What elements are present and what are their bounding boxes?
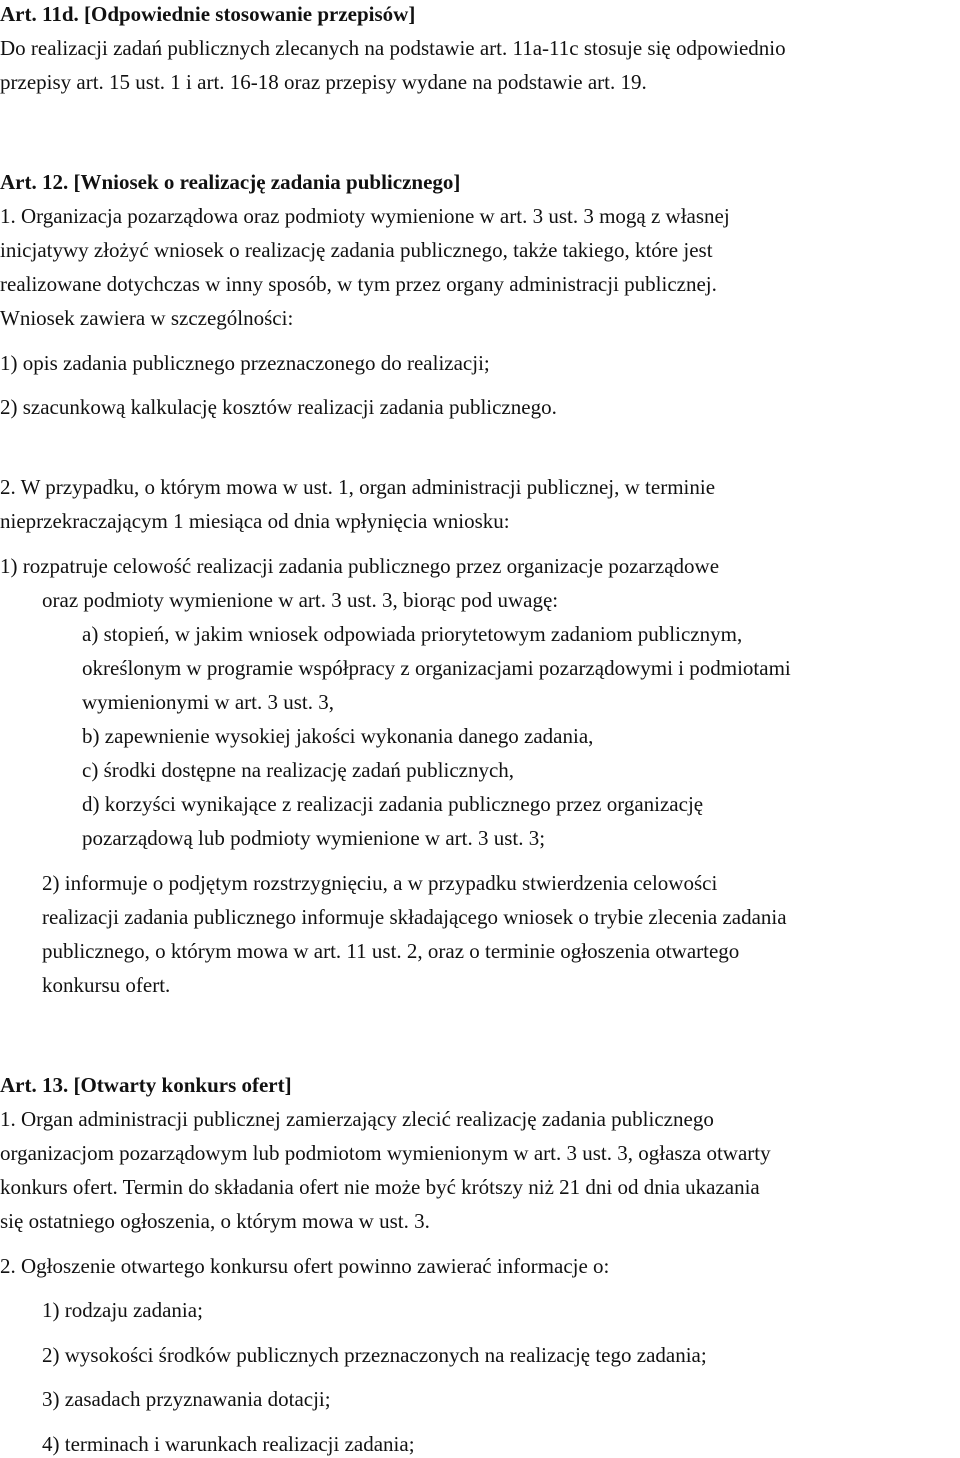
art-13-para1-line: organizacjom pozarządowym lub podmiotom wymienionym w art. 3 ust. 3, ogłasza otwarty [0, 1141, 771, 1165]
art-12-sub-d-line: pozarządową lub podmioty wymienione w art. 3 ust. 3; [82, 826, 546, 850]
art-12-para2-line: nieprzekraczającym 1 miesiąca od dnia wpłynięcia wniosku: [0, 509, 510, 533]
art-12-para1-line: inicjatywy złożyć wniosek o realizację zadania publicznego, także takiego, które jest [0, 238, 713, 262]
art-13-para1-line: konkurs ofert. Termin do składania ofert nie może być krótszy niż 21 dni od dnia ukazania [0, 1175, 760, 1199]
art-12-item1-line: oraz podmioty wymienione w art. 3 ust. 3, biorąc pod uwagę: [42, 588, 559, 612]
art-12-item2-line: konkursu ofert. [42, 973, 171, 997]
art-12-para1-item: 2) szacunkową kalkulację kosztów realizacji zadania publicznego. [0, 395, 557, 419]
art-12-item2-line: realizacji zadania publicznego informuje składającego wniosek o trybie zlecenia zadania [42, 905, 787, 929]
art-13-para2-item: 2) wysokości środków publicznych przeznaczonych na realizację tego zadania; [42, 1343, 707, 1367]
art-13-para2-item: 3) zasadach przyznawania dotacji; [42, 1387, 331, 1411]
art-12-sub-a-line: a) stopień, w jakim wniosek odpowiada priorytetowym zadaniom publicznym, [82, 622, 743, 646]
art-12-sub-a-line: wymienionymi w art. 3 ust. 3, [82, 690, 334, 714]
art-12-item1-line: 1) rozpatruje celowość realizacji zadania publicznego przez organizacje pozarządowe [0, 554, 720, 578]
art-12-para1-line: 1. Organizacja pozarządowa oraz podmioty wymienione w art. 3 ust. 3 mogą z własnej [0, 204, 730, 228]
art-12-item2-line: publicznego, o którym mowa w art. 11 ust. 2, oraz o terminie ogłoszenia otwartego [42, 939, 740, 963]
art-12-heading: Art. 12. [Wniosek o realizację zadania publicznego] [0, 170, 461, 194]
art-12-para2-line: 2. W przypadku, o którym mowa w ust. 1, organ administracji publicznej, w terminie [0, 475, 716, 499]
art-13-para2: 2. Ogłoszenie otwartego konkursu ofert powinno zawierać informacje o: [0, 1254, 610, 1278]
art-12-sub-a-line: określonym w programie współpracy z organizacjami pozarządowymi i podmiotami [82, 656, 791, 680]
art-13-para2-item: 1) rodzaju zadania; [42, 1298, 203, 1322]
art-12-item2-line: 2) informuje o podjętym rozstrzygnięciu, a w przypadku stwierdzenia celowości [42, 871, 718, 895]
art-12-para1-line: Wniosek zawiera w szczególności: [0, 306, 294, 330]
art-12-sub-b: b) zapewnienie wysokiej jakości wykonania danego zadania, [82, 724, 594, 748]
art-12-sub-d-line: d) korzyści wynikające z realizacji zadania publicznego przez organizację [82, 792, 704, 816]
art-11d-text-line: przepisy art. 15 ust. 1 i art. 16-18 oraz przepisy wydane na podstawie art. 19. [0, 70, 647, 94]
art-12-para1-item: 1) opis zadania publicznego przeznaczonego do realizacji; [0, 351, 490, 375]
art-11d-text-line: Do realizacji zadań publicznych zlecanych na podstawie art. 11a-11c stosuje się odpowiednio [0, 36, 786, 60]
art-13-heading: Art. 13. [Otwarty konkurs ofert] [0, 1073, 292, 1097]
art-12-sub-c: c) środki dostępne na realizację zadań publicznych, [82, 758, 515, 782]
art-13-para2-item: 4) terminach i warunkach realizacji zadania; [42, 1432, 415, 1456]
art-13-para1-line: 1. Organ administracji publicznej zamierzający zlecić realizację zadania publicznego [0, 1107, 714, 1131]
art-11d-heading: Art. 11d. [Odpowiednie stosowanie przepisów] [0, 2, 416, 26]
art-13-para1-line: się ostatniego ogłoszenia, o którym mowa w ust. 3. [0, 1209, 430, 1233]
art-12-para1-line: realizowane dotychczas w inny sposób, w tym przez organy administracji publicznej. [0, 272, 717, 296]
